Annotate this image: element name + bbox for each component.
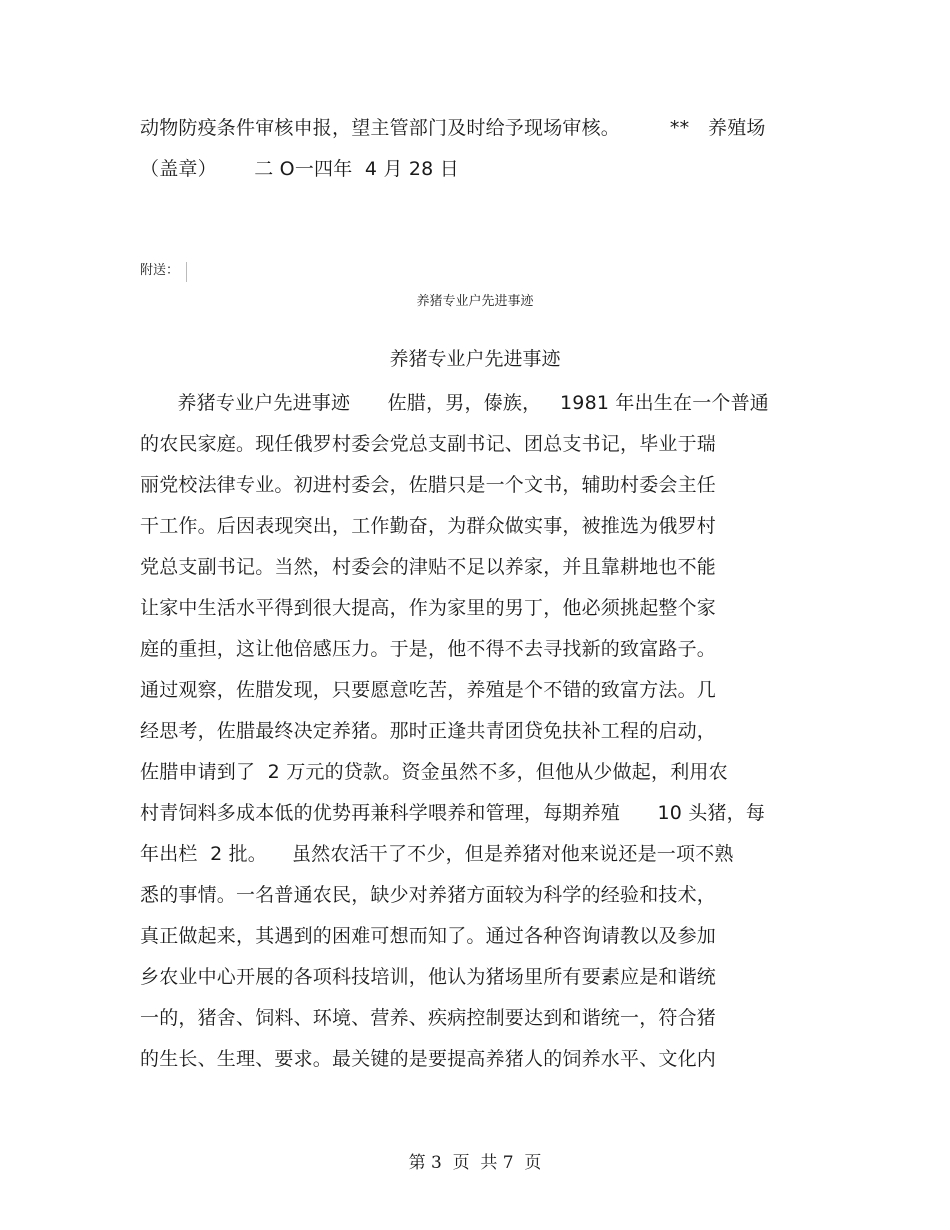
body-line: 佐腊申请到了 2 万元的贷款。资金虽然不多，但他从少做起，利用农 xyxy=(140,761,728,783)
page-footer: 第 3 页 共 7 页 xyxy=(408,1153,542,1173)
body-line: 悉的事情。一名普通农民，缺少对养猪方面较为科学的经验和技术， xyxy=(140,884,717,906)
body-line: 一的，猪舍、饲料、环境、营养、疾病控制要达到和谐统一，符合猪 xyxy=(140,1007,717,1029)
body-line: 的生长、生理、要求。最关键的是要提高养猪人的饲养水平、文化内 xyxy=(140,1048,717,1070)
body-line: 让家中生活水平得到很大提高，作为家里的男丁，他必须挑起整个家 xyxy=(140,597,717,619)
page-heading: 养猪专业户先进事迹 xyxy=(389,348,561,370)
body-line: 养猪专业户先进事迹 佐腊，男，傣族， 1981 年出生在一个普通 xyxy=(140,392,769,414)
attachment-marker xyxy=(186,262,188,282)
body-line: 真正做起来，其遇到的困难可想而知了。通过各种咨询请教以及参加 xyxy=(140,925,717,947)
body-line: 年出栏 2 批。 虽然农活干了不少，但是养猪对他来说还是一项不熟 xyxy=(140,843,734,865)
body-line: 通过观察，佐腊发现，只要愿意吃苦，养殖是个不错的致富方法。几 xyxy=(140,679,717,701)
subheading: 养猪专业户先进事迹 xyxy=(416,294,534,309)
body-line: 乡农业中心开展的各项科技培训，他认为猪场里所有要素应是和谐统 xyxy=(140,966,717,988)
body-line: 庭的重担，这让他倍感压力。于是，他不得不去寻找新的致富路子。 xyxy=(140,638,717,660)
attachment-label: 附送： xyxy=(140,263,180,278)
top-line-1: 动物防疫条件审核申报，望主管部门及时给予现场审核。 ** 养殖场 xyxy=(140,117,766,139)
body-line: 村青饲料多成本低的优势再兼科学喂养和管理，每期养殖 10 头猪，每 xyxy=(140,802,766,824)
body-line: 干工作。后因表现突出，工作勤奋，为群众做实事，被推选为俄罗村 xyxy=(140,515,717,537)
body-line: 丽党校法律专业。初进村委会，佐腊只是一个文书，辅助村委会主任 xyxy=(140,474,717,496)
body-line: 的农民家庭。现任俄罗村委会党总支副书记、团总支书记，毕业于瑞 xyxy=(140,433,717,455)
body-line: 党总支副书记。当然，村委会的津贴不足以养家，并且靠耕地也不能 xyxy=(140,556,717,578)
body-line: 经思考，佐腊最终决定养猪。那时正逢共青团贷免扶补工程的启动， xyxy=(140,720,717,742)
top-line-2: （盖章） 二 O一四年 4 月 28 日 xyxy=(140,158,459,180)
